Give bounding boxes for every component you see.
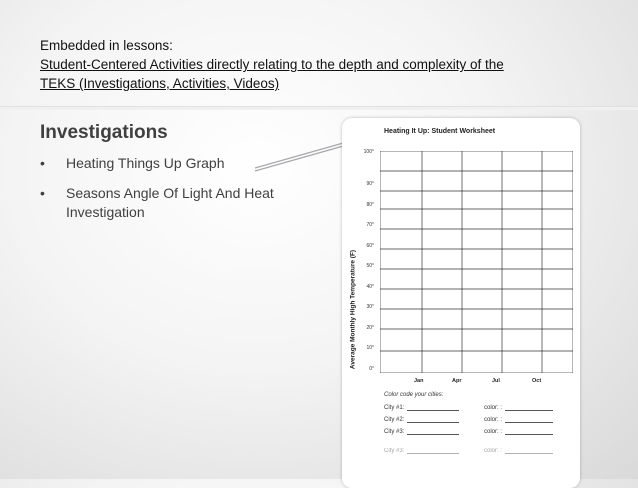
x-tick-label: Oct [532, 378, 542, 384]
section-title: Investigations [40, 122, 168, 143]
city-label: City #1: [384, 405, 405, 411]
x-tick-label: Apr [452, 378, 462, 384]
y-tick-label: 20° [366, 325, 374, 331]
y-tick-label: 60° [366, 243, 374, 249]
city-label: City #2: [384, 417, 405, 423]
color-code-label: Color code your cities: [384, 392, 444, 398]
y-tick-label: 80° [366, 202, 374, 208]
y-tick-label: 10° [366, 345, 374, 351]
city-label: City #3: [384, 429, 405, 435]
y-tick-label: 30° [366, 304, 374, 310]
bullet-dot: • [40, 155, 45, 171]
city-row [384, 429, 459, 435]
bullet-text: Seasons Angle Of Light And Heat Investigation [66, 185, 274, 220]
color-row [484, 417, 553, 423]
x-tick-label: Jul [492, 378, 500, 384]
city-row-reflection [384, 448, 459, 454]
city-label: City #3: [384, 448, 405, 454]
city-row [384, 417, 459, 423]
color-label: color: : [484, 448, 503, 454]
color-label: color: : [484, 405, 503, 411]
y-tick-label: 100° [363, 149, 374, 155]
temperature-grid [380, 151, 573, 373]
worksheet-title: Heating It Up: Student Worksheet [384, 128, 496, 135]
y-axis-label: Average Monthly High Temperature (F) [349, 249, 357, 370]
bullet-text: Heating Things Up Graph [66, 155, 225, 171]
header-line-2: Student-Centered Activities directly relating to the depth and complexity of the [40, 57, 504, 72]
y-tick-label: 50° [366, 263, 374, 269]
y-tick-label: 90° [366, 181, 374, 187]
worksheet-image [342, 118, 580, 488]
color-row [484, 429, 553, 435]
color-label: color: : [484, 429, 503, 435]
city-row [384, 405, 459, 411]
color-row [484, 405, 553, 411]
color-label: color: : [484, 417, 503, 423]
y-tick-label: 70° [366, 222, 374, 228]
x-tick-label: Jan [414, 378, 424, 384]
header-line-3: TEKS (Investigations, Activities, Videos) [40, 76, 280, 91]
y-tick-label: 40° [366, 284, 374, 290]
bullet-dot: • [40, 185, 45, 201]
color-row-reflection [484, 448, 553, 454]
y-tick-label: 0° [369, 366, 374, 372]
header-line-1: Embedded in lessons: [40, 38, 173, 53]
